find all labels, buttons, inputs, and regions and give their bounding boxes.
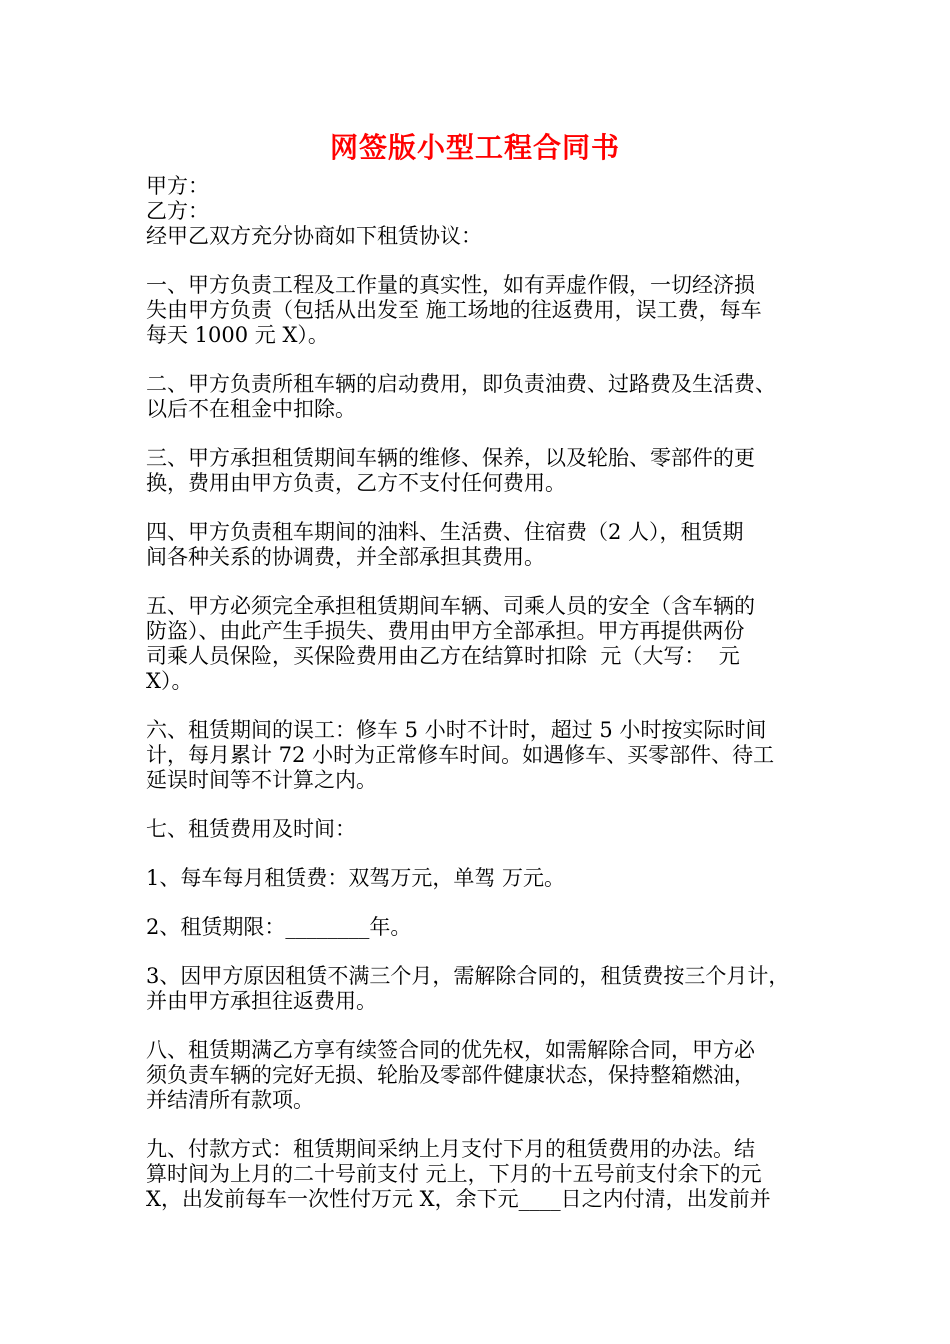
text-line: 九、付款方式：租赁期间采纳上月支付下月的租赁费用的办法。结	[146, 1137, 755, 1161]
text-line: 间各种关系的协调费，并全部承担其费用。	[146, 545, 545, 569]
party-b-line: 乙方：	[146, 199, 209, 223]
clause-7-item-2	[146, 915, 832, 940]
text-line: 四、甲方负责租车期间的油料、生活费、住宿费（2 人），租赁期	[146, 520, 744, 544]
text-line: X）。	[146, 669, 193, 693]
document-title: 网签版小型工程合同书	[329, 131, 620, 164]
text-line: 计，每月累计 72 小时为正常修车时间。如遇修车、买零部件、待工	[146, 743, 775, 767]
text-line: 1、每车每月租赁费：双驾万元，单驾 万元。	[146, 866, 566, 890]
clause-4	[146, 520, 832, 570]
clause-3	[146, 446, 832, 496]
clause-5	[146, 594, 832, 694]
clause-8	[146, 1038, 832, 1113]
document-body	[146, 174, 832, 1212]
text-line: 防盗）、由此产生手损失、费用由甲方全部承担。甲方再提供两份	[146, 619, 745, 643]
clause-6	[146, 718, 832, 793]
text-line: 3、因甲方原因租赁不满三个月，需解除合同的，租赁费按三个月计，	[146, 964, 790, 988]
agreement-intro-line: 经甲乙双方充分协商如下租赁协议：	[146, 224, 482, 248]
text-line: 司乘人员保险，买保险费用由乙方在结算时扣除 元（大写： 元	[146, 644, 740, 668]
clause-7-item-3	[146, 964, 832, 1014]
spacer	[146, 249, 832, 273]
clause-2	[146, 372, 832, 422]
text-line: 八、租赁期满乙方享有续签合同的优先权，如需解除合同，甲方必	[146, 1038, 755, 1062]
clause-9	[146, 1137, 832, 1212]
text-line: 2、租赁期限：________年。	[146, 915, 412, 939]
text-line: X，出发前每车一次性付万元 X，余下元____日之内付清，出发前并	[146, 1187, 771, 1211]
header-block	[146, 174, 832, 249]
text-line: 算时间为上月的二十号前支付 元上，下月的十五号前支付余下的元	[146, 1162, 762, 1186]
party-a-line: 甲方：	[146, 174, 209, 198]
text-line: 以后不在租金中扣除。	[146, 397, 356, 421]
text-line: 每天 1000 元 X）。	[146, 323, 329, 347]
text-line: 失由甲方负责（包括从出发至 施工场地的往返费用，误工费，每车	[146, 298, 762, 322]
text-line: 延误时间等不计算之内。	[146, 768, 377, 792]
text-line: 须负责车辆的完好无损、轮胎及零部件健康状态，保持整箱燃油，	[146, 1063, 755, 1087]
text-line: 并由甲方承担往返费用。	[146, 989, 377, 1013]
text-line: 并结清所有款项。	[146, 1088, 314, 1112]
clause-7	[146, 817, 832, 842]
text-line: 三、甲方承担租赁期间车辆的维修、保养，以及轮胎、零部件的更	[146, 446, 755, 470]
text-line: 五、甲方必须完全承担租赁期间车辆、司乘人员的安全（含车辆的	[146, 594, 755, 618]
text-line: 二、甲方负责所租车辆的启动费用，即负责油费、过路费及生活费、	[146, 372, 776, 396]
clause-7-item-1	[146, 866, 832, 891]
text-line: 六、租赁期间的误工：修车 5 小时不计时，超过 5 小时按实际时间	[146, 718, 767, 742]
clause-1	[146, 273, 832, 348]
text-line: 一、甲方负责工程及工作量的真实性，如有弄虚作假，一切经济损	[146, 273, 755, 297]
text-line: 七、租赁费用及时间：	[146, 817, 356, 841]
text-line: 换，费用由甲方负责，乙方不支付任何费用。	[146, 471, 566, 495]
